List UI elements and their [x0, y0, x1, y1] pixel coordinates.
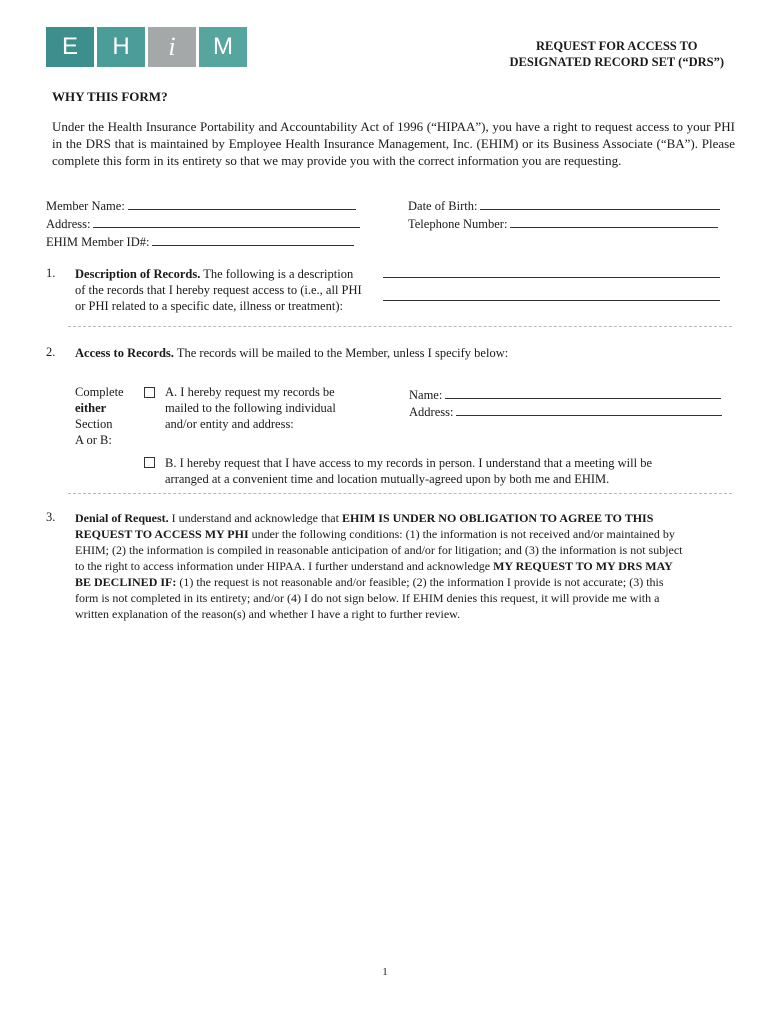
phone-line[interactable] [510, 215, 718, 228]
recipient-name-field[interactable] [409, 386, 721, 403]
records-description-line-1[interactable] [383, 277, 720, 278]
intro-paragraph: Under the Health Insurance Portability and Accountability Act of 1996 (“HIPAA”), you have a right to request access to your PHI in the DRS that is maintained by Employee Health Insurance Management, Inc. (EHIM) or its Business Associate (“BA”). Please complete this form in its entirety so that we may provide you with the correct information you are requesting. [52, 119, 735, 168]
why-heading: WHY THIS FORM? [52, 89, 168, 104]
recipient-name-label: Name: [409, 388, 443, 402]
page-number: 1 [382, 966, 388, 978]
logo-tile-e: E [46, 27, 94, 67]
member-name-field[interactable] [46, 197, 356, 214]
option-b-line-1: B. I hereby request that I have access to my records in person. I understand that a meeting will be [165, 456, 652, 470]
recipient-address-field[interactable] [409, 403, 722, 420]
ehim-logo [46, 27, 247, 67]
form-title-line-2: DESIGNATED RECORD SET (“DRS”) [509, 55, 724, 69]
section-divider-1 [68, 326, 732, 327]
section-1-text-2: of the records that I hereby request access to (i.e., all PHI [75, 283, 362, 297]
section-3-title: Denial of Request. [75, 511, 169, 525]
dob-field[interactable] [408, 197, 720, 214]
section-1-text-1: The following is a description [203, 267, 354, 281]
dob-line[interactable] [480, 197, 720, 210]
records-description-line-2[interactable] [383, 300, 720, 301]
logo-tile-m: M [199, 27, 247, 67]
section-3-text [75, 510, 735, 622]
member-address-line[interactable] [93, 215, 360, 228]
section-divider-2 [68, 493, 732, 494]
dob-label: Date of Birth: [408, 199, 478, 213]
section-1-number: 1. [46, 266, 56, 280]
complete-note-line-3: Section [75, 417, 113, 431]
option-a-line-2: mailed to the following individual [165, 401, 336, 415]
complete-note-line-4: A or B: [75, 433, 112, 447]
member-id-line[interactable] [152, 233, 354, 246]
section-3-b4: BE DECLINED IF: [75, 575, 177, 589]
option-a-line-1: A. I hereby request my records be [165, 385, 335, 399]
option-b-line-2: arranged at a convenient time and location mutually-agreed upon by both me and EHIM. [165, 472, 610, 486]
option-a-text [165, 384, 336, 432]
section-1-text-3: or PHI related to a specific date, illness or treatment): [75, 299, 343, 313]
option-b-text [165, 455, 652, 487]
complete-note-line-1: Complete [75, 385, 124, 399]
complete-note-line-2: either [75, 401, 107, 415]
section-1-description [75, 266, 375, 314]
section-2-title: Access to Records. [75, 346, 174, 360]
section-2-text: The records will be mailed to the Member, unless I specify below: [176, 346, 509, 360]
logo-tile-i: i [148, 27, 196, 67]
member-address-label: Address: [46, 217, 91, 231]
section-3-t2: under the following conditions: (1) the information is not received and/or maintained by [251, 527, 675, 541]
section-1-title: Description of Records. [75, 267, 201, 281]
member-name-label: Member Name: [46, 199, 125, 213]
option-a-checkbox[interactable] [144, 387, 155, 398]
section-3-b1: EHIM IS UNDER NO OBLIGATION TO AGREE TO THIS [341, 511, 654, 525]
member-id-label: EHIM Member ID#: [46, 235, 150, 249]
section-3-t3: EHIM; (2) the information is compiled in reasonable anticipation of and/or for litigation; and (3) the information is not subject [75, 543, 683, 557]
section-3-number: 3. [46, 510, 56, 524]
member-address-field[interactable] [46, 215, 360, 232]
option-b-checkbox[interactable] [144, 457, 155, 468]
section-3-b3: MY REQUEST TO MY DRS MAY [493, 559, 673, 573]
section-3-t6: form is not completed in its entirety; and/or (4) I do not sign below. If EHIM denies this request, it will provide me with a [75, 591, 660, 605]
logo-tile-h: H [97, 27, 145, 67]
phone-field[interactable] [408, 215, 718, 232]
recipient-name-line[interactable] [445, 386, 721, 399]
section-2-number: 2. [46, 345, 56, 359]
section-3-t1: I understand and acknowledge that [171, 511, 339, 525]
form-title [509, 38, 724, 70]
section-3-t7: written explanation of the reason(s) and whether I have a right to further review. [75, 607, 461, 621]
complete-either-note [75, 384, 124, 448]
phone-label: Telephone Number: [408, 217, 508, 231]
member-id-field[interactable] [46, 233, 354, 250]
recipient-address-line[interactable] [456, 403, 722, 416]
section-2-heading [75, 345, 508, 361]
section-3-b2: REQUEST TO ACCESS MY PHI [75, 527, 249, 541]
option-a-line-3: and/or entity and address: [165, 417, 294, 431]
section-3-t4: to the right to access information under HIPAA. I further understand and acknowledge [75, 559, 491, 573]
section-3-t5: (1) the request is not reasonable and/or feasible; (2) the information I provide is not accurate; (3) this [179, 575, 664, 589]
form-title-line-1: REQUEST FOR ACCESS TO [535, 39, 698, 53]
recipient-address-label: Address: [409, 405, 454, 419]
member-name-line[interactable] [128, 197, 356, 210]
